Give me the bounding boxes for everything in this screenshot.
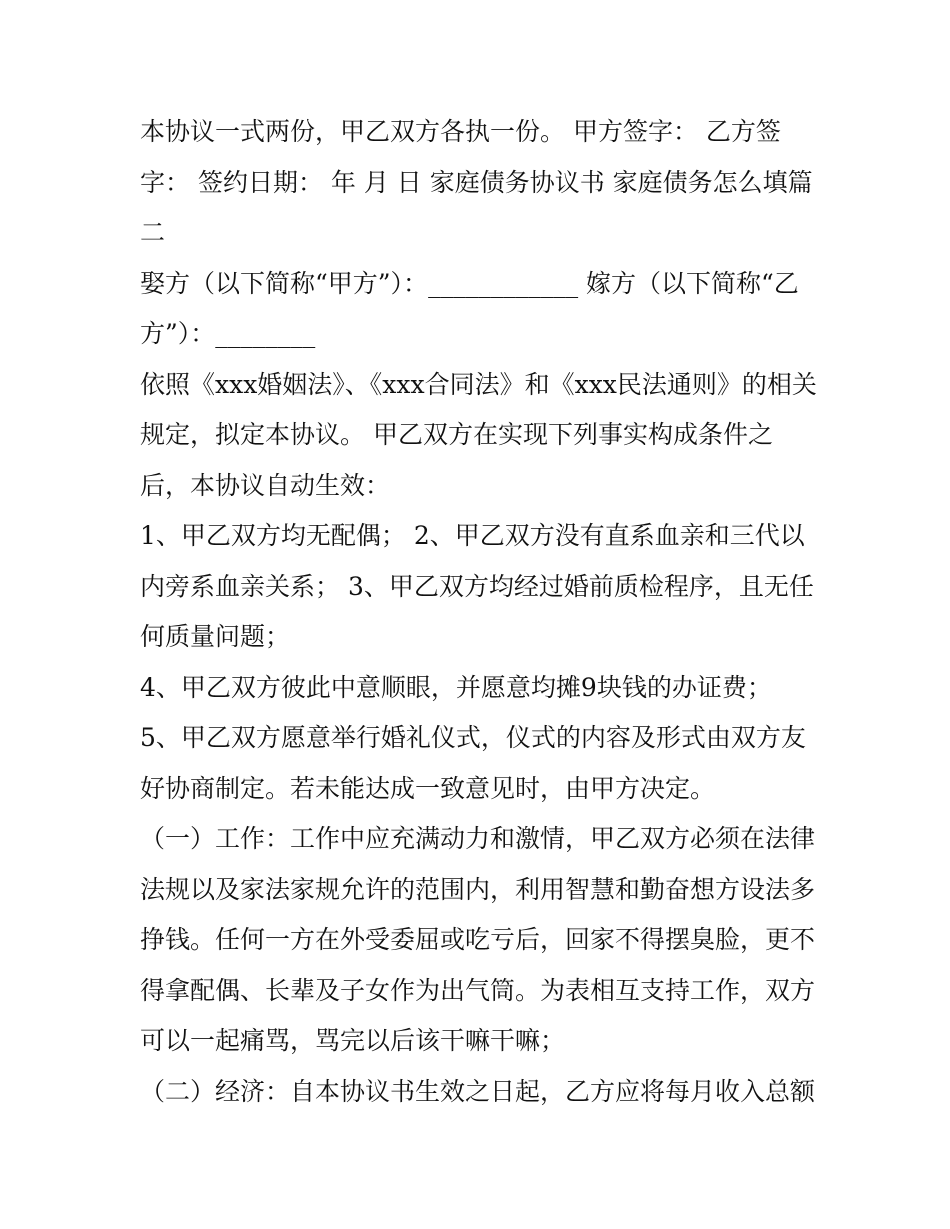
paragraph-work-clause: （一）工作：工作中应充满动力和激情，甲乙双方必须在法律法规以及家法家规允许的范围内，利用智慧和勤奋想方设法多挣钱。任何一方在外受委屈或吃亏后，回家不得摆臭脸，更不得拿配偶、长辈及子女作为出气筒。为表相互支持工作，双方可以一起痛骂，骂完以后该干嘛干嘛； <box>140 824 816 1055</box>
paragraph-economy-clause: （二）经济：自本协议书生效之日起，乙方应将每月收入总额 <box>140 1076 816 1106</box>
document-body <box>140 107 820 1117</box>
paragraph-condition-4: 4、甲乙双方彼此中意顺眼，并愿意均摊9块钱的办证费； <box>140 672 772 702</box>
paragraph-signature-block: 本协议一式两份，甲乙双方各执一份。 甲方签字： 乙方签字： 签约日期： 年 月 日 家庭债务协议书 家庭债务怎么填篇二 <box>140 117 813 247</box>
paragraph-parties: 娶方（以下简称“甲方”）：____________ 嫁方（以下简称“乙方”）：________ <box>140 268 799 348</box>
paragraph-conditions-1-3: 1、甲乙双方均无配偶； 2、甲乙双方没有直系血亲和三代以内旁系血亲关系； 3、甲乙双方均经过婚前质检程序，且无任何质量问题； <box>140 521 814 651</box>
paragraph-condition-5: 5、甲乙双方愿意举行婚礼仪式，仪式的内容及形式由双方友好协商制定。若未能达成一致意见时，由甲方决定。 <box>140 723 806 803</box>
paragraph-legal-basis: 依照《xxx婚姻法》、《xxx合同法》和《xxx民法通则》的相关规定，拟定本协议。 甲乙双方在实现下列事实构成条件之后，本协议自动生效： <box>140 369 817 500</box>
